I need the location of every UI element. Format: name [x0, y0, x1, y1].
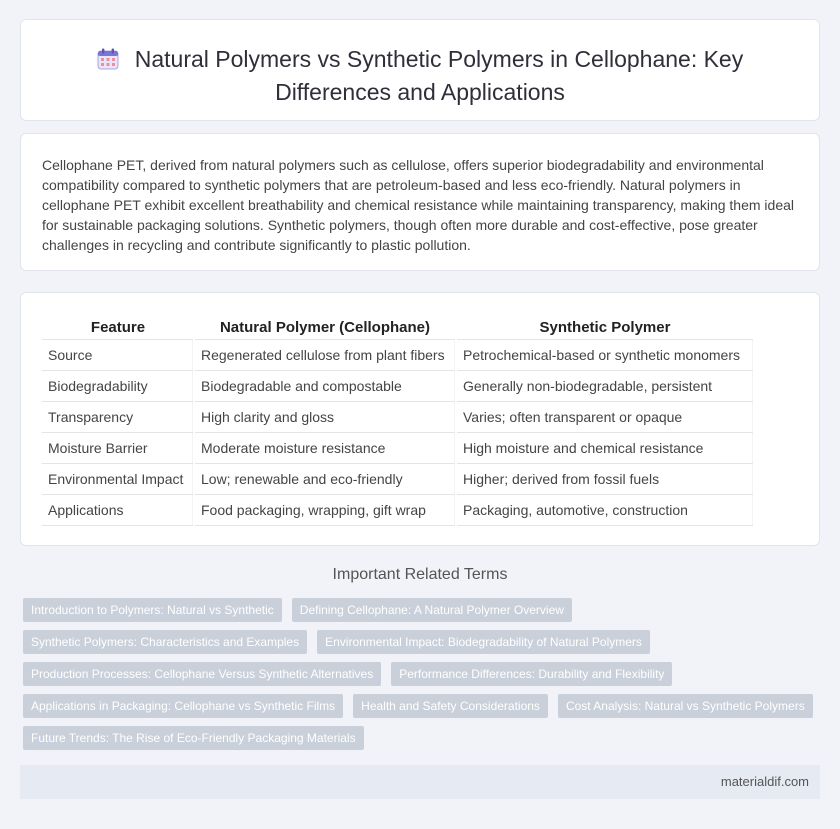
table-cell: Food packaging, wrapping, gift wrap [194, 494, 456, 525]
related-term-tag[interactable]: Applications in Packaging: Cellophane vs Synthetic Films [23, 694, 343, 718]
table-row [42, 370, 754, 401]
table-header-row [42, 316, 754, 339]
intro-card [20, 133, 820, 271]
header-card [20, 19, 820, 121]
related-terms-list [23, 598, 823, 758]
table-cell: Applications [42, 494, 194, 525]
table-cell: Transparency [42, 401, 194, 432]
column-header: Synthetic Polymer [456, 316, 754, 339]
table-row [42, 339, 754, 370]
table-row [42, 463, 754, 494]
table-row [42, 432, 754, 463]
related-term-tag[interactable]: Future Trends: The Rise of Eco-Friendly Packaging Materials [23, 726, 364, 750]
comparison-card [20, 292, 820, 546]
column-header: Feature [42, 316, 194, 339]
page-title-line1: Natural Polymers vs Synthetic Polymers in Cellophane: Key [134, 46, 744, 72]
calendar-icon [97, 47, 119, 77]
table-cell: Source [42, 339, 194, 370]
table-cell: Moisture Barrier [42, 432, 194, 463]
related-term-tag[interactable]: Environmental Impact: Biodegradability of Natural Polymers [317, 630, 650, 654]
related-term-tag[interactable]: Performance Differences: Durability and Flexibility [391, 662, 672, 686]
table-cell: Petrochemical-based or synthetic monomers [456, 339, 754, 370]
related-terms-heading: Important Related Terms [332, 566, 508, 583]
table-cell: High clarity and gloss [194, 401, 456, 432]
related-term-tag[interactable]: Health and Safety Considerations [353, 694, 548, 718]
related-term-tag[interactable]: Cost Analysis: Natural vs Synthetic Polymers [558, 694, 813, 718]
table-cell: Higher; derived from fossil fuels [456, 463, 754, 494]
table-row [42, 401, 754, 432]
table-cell: Environmental Impact [42, 463, 194, 494]
table-cell: Regenerated cellulose from plant fibers [194, 339, 456, 370]
footer [20, 765, 820, 799]
page-title-line2: Differences and Applications [275, 79, 565, 105]
table-cell: Packaging, automotive, construction [456, 494, 754, 525]
related-term-tag[interactable]: Synthetic Polymers: Characteristics and Examples [23, 630, 307, 654]
table-cell: Low; renewable and eco-friendly [194, 463, 456, 494]
related-term-tag[interactable]: Defining Cellophane: A Natural Polymer Overview [292, 598, 572, 622]
site-link[interactable]: materialdif.com [720, 774, 809, 789]
table-cell: Generally non-biodegradable, persistent [456, 370, 754, 401]
related-term-tag[interactable]: Introduction to Polymers: Natural vs Synthetic [23, 598, 282, 622]
table-cell: Varies; often transparent or opaque [456, 401, 754, 432]
table-cell: High moisture and chemical resistance [456, 432, 754, 463]
table-cell: Moderate moisture resistance [194, 432, 456, 463]
related-term-tag[interactable]: Production Processes: Cellophane Versus Synthetic Alternatives [23, 662, 381, 686]
table-cell: Biodegradable and compostable [194, 370, 456, 401]
intro-paragraph: Cellophane PET, derived from natural polymers such as cellulose, offers superior biodegradability and environmental compatibility compared to synthetic polymers that are petroleum-based and less eco-friendly. Natural polymers in cellophane PET exhibit excellent breathability and chemical resistance while maintaining transparency, making them ideal for sustainable packaging solutions. Synthetic polymers, though often more durable and cost-effective, pose greater challenges in recycling and contribute significantly to plastic pollution. [42, 157, 795, 253]
column-header: Natural Polymer (Cellophane) [194, 316, 456, 339]
table-row [42, 494, 754, 525]
comparison-table [42, 316, 755, 526]
table-cell: Biodegradability [42, 370, 194, 401]
page-title [21, 44, 819, 107]
